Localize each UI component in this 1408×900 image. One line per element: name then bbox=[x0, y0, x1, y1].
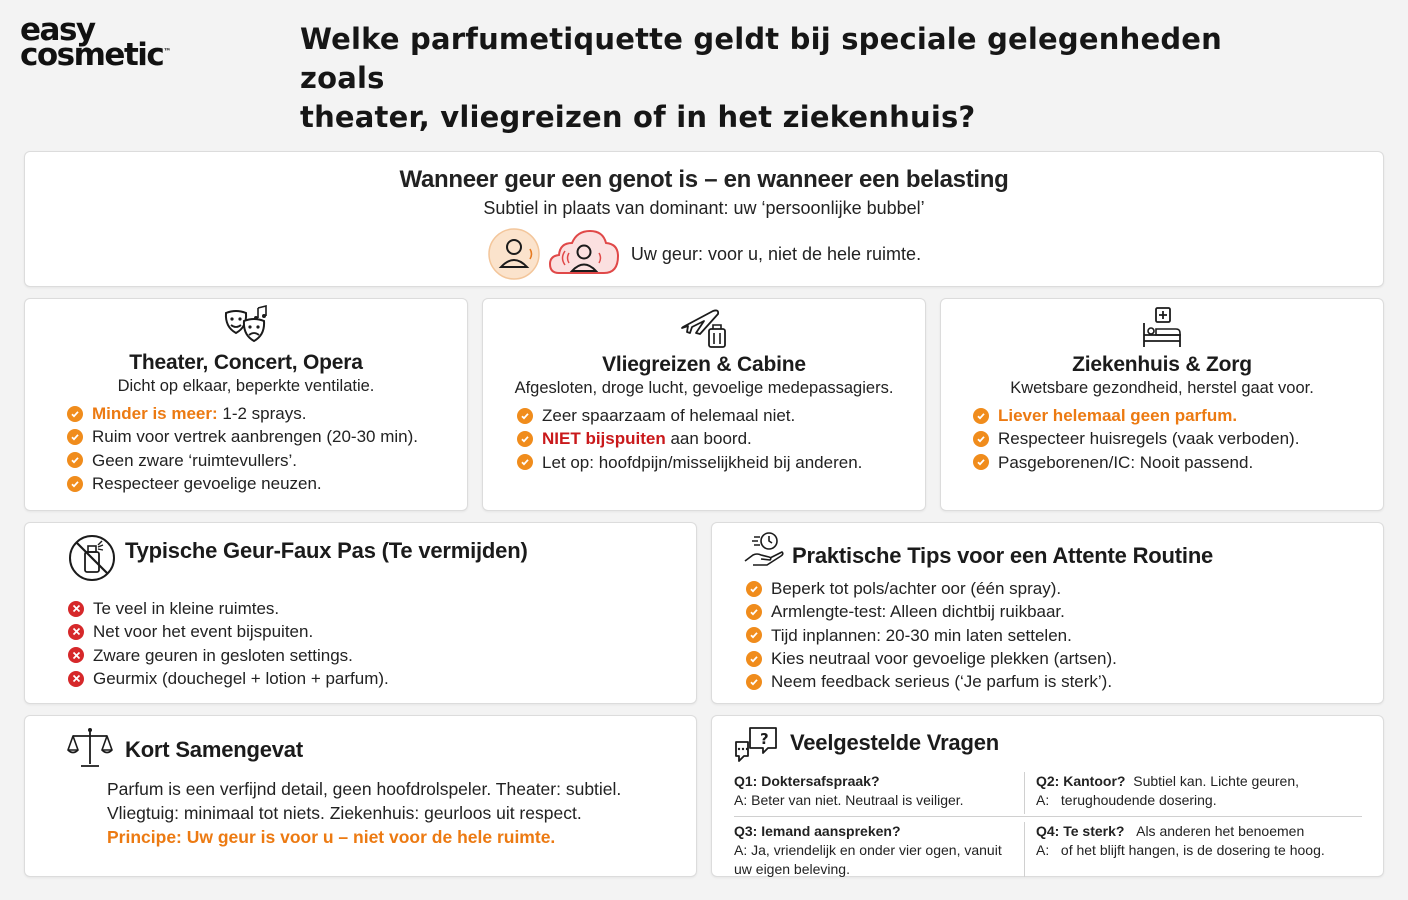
check-icon bbox=[517, 408, 533, 424]
cross-icon bbox=[68, 601, 84, 617]
cross-icon bbox=[68, 647, 84, 663]
check-icon bbox=[746, 674, 762, 690]
page-title-line1: Welke parfumetiquette geldt bij speciale gelegenheden zoals bbox=[300, 22, 1222, 95]
summary-line2: Vliegtuig: minimaal tot niets. Ziekenhuis: geurloos uit respect. bbox=[107, 803, 582, 823]
hospital-list bbox=[941, 404, 1383, 474]
list-item bbox=[67, 449, 467, 472]
fauxpas-item-text: Geurmix (douchegel + lotion + parfum). bbox=[93, 668, 389, 688]
faq-title: Veelgestelde Vragen bbox=[790, 730, 999, 755]
tips-title: Praktische Tips voor een Attente Routine bbox=[792, 543, 1214, 568]
theater-list bbox=[25, 402, 467, 495]
tips-item-text: Tijd inplannen: 20-30 min laten settelen. bbox=[771, 625, 1072, 645]
theater-item-text: Respecteer gevoelige neuzen. bbox=[92, 473, 322, 493]
theater-masks-icon bbox=[222, 305, 270, 347]
theater-item-strong: Minder is meer: bbox=[92, 404, 218, 423]
list-item bbox=[67, 472, 467, 495]
brand-tm: ™ bbox=[163, 47, 172, 57]
list-item bbox=[746, 647, 1117, 670]
tips-list bbox=[746, 577, 1117, 693]
flight-card bbox=[482, 298, 926, 511]
list-item bbox=[517, 404, 925, 427]
flight-subtitle: Afgesloten, droge lucht, gevoelige medepassagiers. bbox=[514, 379, 894, 397]
fauxpas-title: Typische Geur-Faux Pas (Te vermijden) bbox=[125, 538, 528, 563]
list-item bbox=[746, 624, 1117, 647]
hospital-item-text: Respecteer huisregels (vaak verboden). bbox=[998, 429, 1300, 449]
fauxpas-item-text: Zware geuren in gesloten settings. bbox=[93, 645, 353, 665]
chat-question-icon bbox=[734, 724, 780, 768]
list-item bbox=[68, 667, 389, 690]
faq-question-extra: Als anderen het benoemen bbox=[1136, 823, 1305, 839]
summary-principle: Principe: Uw geur is voor u – niet voor de hele ruimte. bbox=[107, 827, 556, 847]
tips-item-text: Neem feedback serieus (‘Je parfum is sterk’). bbox=[771, 672, 1113, 692]
check-icon bbox=[746, 581, 762, 597]
hospital-card bbox=[940, 298, 1384, 511]
faq-answer-prefix: A: bbox=[734, 792, 748, 808]
fauxpas-item-text: Te veel in kleine ruimtes. bbox=[93, 599, 280, 618]
check-icon bbox=[973, 454, 989, 470]
hospital-item-strong: Liever helemaal geen parfum. bbox=[998, 406, 1238, 425]
faq-item-q3 bbox=[734, 822, 1019, 879]
flight-item-text: aan boord. bbox=[665, 429, 752, 449]
summary-card bbox=[24, 715, 697, 877]
faq-question: Q3: Iemand aanspreken? bbox=[734, 823, 901, 839]
faq-answer: of het blijft hangen, is de dosering te hoog. bbox=[1060, 842, 1325, 858]
list-item bbox=[68, 620, 389, 643]
list-item bbox=[746, 600, 1117, 623]
check-icon bbox=[746, 651, 762, 667]
theater-subtitle: Dicht op elkaar, beperkte ventilatie. bbox=[117, 377, 375, 395]
faq-divider-vertical bbox=[1024, 772, 1025, 814]
person-cloud-icon bbox=[549, 227, 619, 281]
faq-question: Q2: Kantoor? bbox=[1036, 773, 1126, 789]
check-icon bbox=[517, 431, 533, 447]
check-icon bbox=[746, 627, 762, 643]
theater-item-text: Ruim voor vertrek aanbrengen (20-30 min). bbox=[92, 427, 418, 447]
check-icon bbox=[746, 604, 762, 620]
tips-item-text: Armlengte-test: Alleen dichtbij ruikbaar. bbox=[771, 602, 1065, 622]
faq-answer: terughoudende dosering. bbox=[1060, 792, 1217, 808]
tips-item-text: Beperk tot pols/achter oor (één spray). bbox=[771, 579, 1062, 598]
check-icon bbox=[67, 429, 83, 445]
faq-question-extra: Subtiel kan. Lichte geuren, bbox=[1133, 773, 1300, 789]
theater-item-text: 1-2 sprays. bbox=[217, 404, 307, 423]
check-icon bbox=[973, 408, 989, 424]
check-icon bbox=[517, 454, 533, 470]
flight-title: Vliegreizen & Cabine bbox=[602, 353, 806, 376]
fauxpas-list bbox=[68, 597, 389, 690]
hospital-bed-icon bbox=[1138, 305, 1186, 349]
faq-item-q2 bbox=[1036, 772, 1366, 810]
page-title-line2: theater, vliegreizen of in het ziekenhuis? bbox=[300, 100, 976, 134]
list-item bbox=[68, 644, 389, 667]
flight-item-strong: NIET bijspuiten bbox=[542, 429, 666, 449]
cross-icon bbox=[68, 671, 84, 687]
svg-text:?: ? bbox=[760, 730, 769, 748]
brand-line2: cosmetic bbox=[20, 37, 164, 74]
hero-tagline: Uw geur: voor u, niet de hele ruimte. bbox=[630, 243, 922, 264]
cross-icon bbox=[68, 624, 84, 640]
faq-question: Q1: Doktersafspraak? bbox=[734, 773, 880, 789]
theater-item-text: Geen zware ‘ruimtevullers’. bbox=[92, 450, 298, 470]
fauxpas-item-text: Net voor het event bijspuiten. bbox=[93, 622, 314, 642]
faq-divider-vertical bbox=[1024, 822, 1025, 877]
no-spray-icon bbox=[67, 533, 117, 583]
airplane-luggage-icon bbox=[679, 305, 729, 349]
flight-item-text: Let op: hoofdpijn/misselijkheid bij anderen. bbox=[542, 452, 863, 472]
list-item bbox=[68, 597, 389, 620]
faq-answer-prefix: A: bbox=[1036, 792, 1050, 808]
page-title bbox=[300, 20, 1300, 137]
summary-title: Kort Samengevat bbox=[125, 737, 303, 762]
check-icon bbox=[67, 452, 83, 468]
hero-subtitle: Subtiel in plaats van dominant: uw ‘persoonlijke bubbel’ bbox=[483, 198, 925, 218]
hospital-subtitle: Kwetsbare gezondheid, herstel gaat voor. bbox=[1010, 379, 1314, 397]
faq-card bbox=[711, 715, 1384, 877]
list-item bbox=[746, 670, 1117, 693]
fauxpas-card bbox=[24, 522, 697, 704]
faq-item-q4 bbox=[1036, 822, 1366, 860]
list-item bbox=[67, 402, 467, 425]
tips-card bbox=[711, 522, 1384, 704]
faq-answer: Ja, vriendelijk en onder vier ogen, vanuit uw eigen beleving. bbox=[734, 842, 1002, 877]
list-item bbox=[973, 427, 1383, 450]
list-item bbox=[746, 577, 1117, 600]
summary-line1: Parfum is een verfijnd detail, geen hoofdrolspeler. Theater: subtiel. bbox=[107, 779, 622, 799]
faq-answer-prefix: A: bbox=[734, 842, 748, 858]
list-item bbox=[517, 451, 925, 474]
check-icon bbox=[67, 406, 83, 422]
flight-item-text: Zeer spaarzaam of helemaal niet. bbox=[542, 406, 796, 425]
check-icon bbox=[67, 476, 83, 492]
list-item bbox=[517, 427, 925, 450]
flight-list bbox=[483, 404, 925, 474]
faq-item-q1 bbox=[734, 772, 1019, 810]
check-icon bbox=[973, 431, 989, 447]
faq-answer-prefix: A: bbox=[1036, 842, 1050, 858]
person-subtle-icon bbox=[487, 227, 543, 281]
theater-title: Theater, Concert, Opera bbox=[129, 351, 363, 374]
hero-card bbox=[24, 151, 1384, 287]
list-item bbox=[973, 404, 1383, 427]
theater-card bbox=[24, 298, 468, 511]
hospital-title: Ziekenhuis & Zorg bbox=[1072, 353, 1252, 376]
list-item bbox=[67, 425, 467, 448]
tips-item-text: Kies neutraal voor gevoelige plekken (artsen). bbox=[771, 648, 1117, 668]
hero-title: Wanneer geur een genot is – en wanneer een belasting bbox=[399, 166, 1009, 193]
faq-answer: Beter van niet. Neutraal is veiliger. bbox=[747, 792, 964, 808]
scales-icon bbox=[67, 726, 113, 770]
brand-logo bbox=[20, 12, 172, 74]
faq-divider-horizontal bbox=[734, 816, 1362, 817]
list-item bbox=[973, 451, 1383, 474]
brand-line1: easy bbox=[20, 12, 95, 48]
hospital-item-text: Pasgeborenen/IC: Nooit passend. bbox=[998, 452, 1254, 472]
faq-question: Q4: Te sterk? bbox=[1036, 823, 1125, 839]
hand-clock-icon bbox=[742, 529, 786, 569]
